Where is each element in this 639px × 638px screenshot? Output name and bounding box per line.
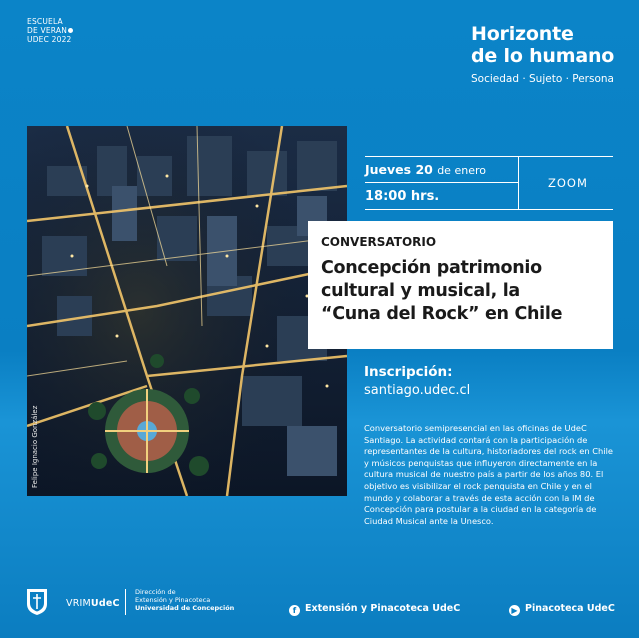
- footer-separator: [125, 589, 126, 615]
- event-title: Concepción patrimonio cultural y musical, la “Cuna del Rock” en Chile: [321, 258, 563, 324]
- photo-credit: Felipe Ignacio González: [31, 405, 39, 488]
- registration-label: Inscripción:: [364, 364, 453, 380]
- page-title-line2: de lo humano: [471, 45, 615, 67]
- school-label: ESCUELA DE VERAN UDEC 2022: [27, 17, 72, 44]
- o-dot-icon: [68, 28, 73, 33]
- divider-bottom: [365, 209, 613, 210]
- divider-vertical: [518, 156, 519, 210]
- event-card: [308, 221, 613, 349]
- event-time: 18:00 hrs.: [365, 189, 440, 204]
- youtube-link[interactable]: ▶ Pinacoteca UdeC: [509, 603, 615, 616]
- event-platform: ZOOM: [548, 176, 588, 190]
- event-day: Jueves 20 de enero: [365, 162, 486, 177]
- facebook-icon: f: [289, 605, 300, 616]
- udec-shield-icon: [26, 588, 48, 616]
- registration-link[interactable]: santiago.udec.cl: [364, 383, 471, 398]
- direccion-logo-text: Dirección de Extensión y Pinacoteca Universidad de Concepción: [135, 588, 235, 613]
- page-subtitle: Sociedad · Sujeto · Persona: [471, 73, 614, 85]
- page-title-line1: Horizonte: [471, 23, 574, 45]
- divider-middle: [365, 182, 518, 183]
- divider-top: [365, 156, 613, 157]
- event-description: Conversatorio semipresencial en las oficinas de UdeC Santiago. La actividad contará con la participación de representantes de la cultura, historiadores del rock en Chile y músicos penquistas que influyeron directamente en la cultura musical de nuestro país a partir de los años 80. El objetivo es visibilizar el rock penquista en Chile y en el mundo y colaborar a través de esta acción con la IM de Concepción para postular a la ciudad en la categoría de Ciudad Musical ante la Unesco.: [364, 423, 614, 526]
- vrim-udec-logo: VRIMUdeC: [66, 598, 120, 609]
- facebook-link[interactable]: f Extensión y Pinacoteca UdeC: [289, 603, 460, 616]
- youtube-icon: ▶: [509, 605, 520, 616]
- event-type-label: CONVERSATORIO: [321, 235, 437, 249]
- city-aerial-illustration: [27, 126, 347, 496]
- city-night-photo: [27, 126, 347, 496]
